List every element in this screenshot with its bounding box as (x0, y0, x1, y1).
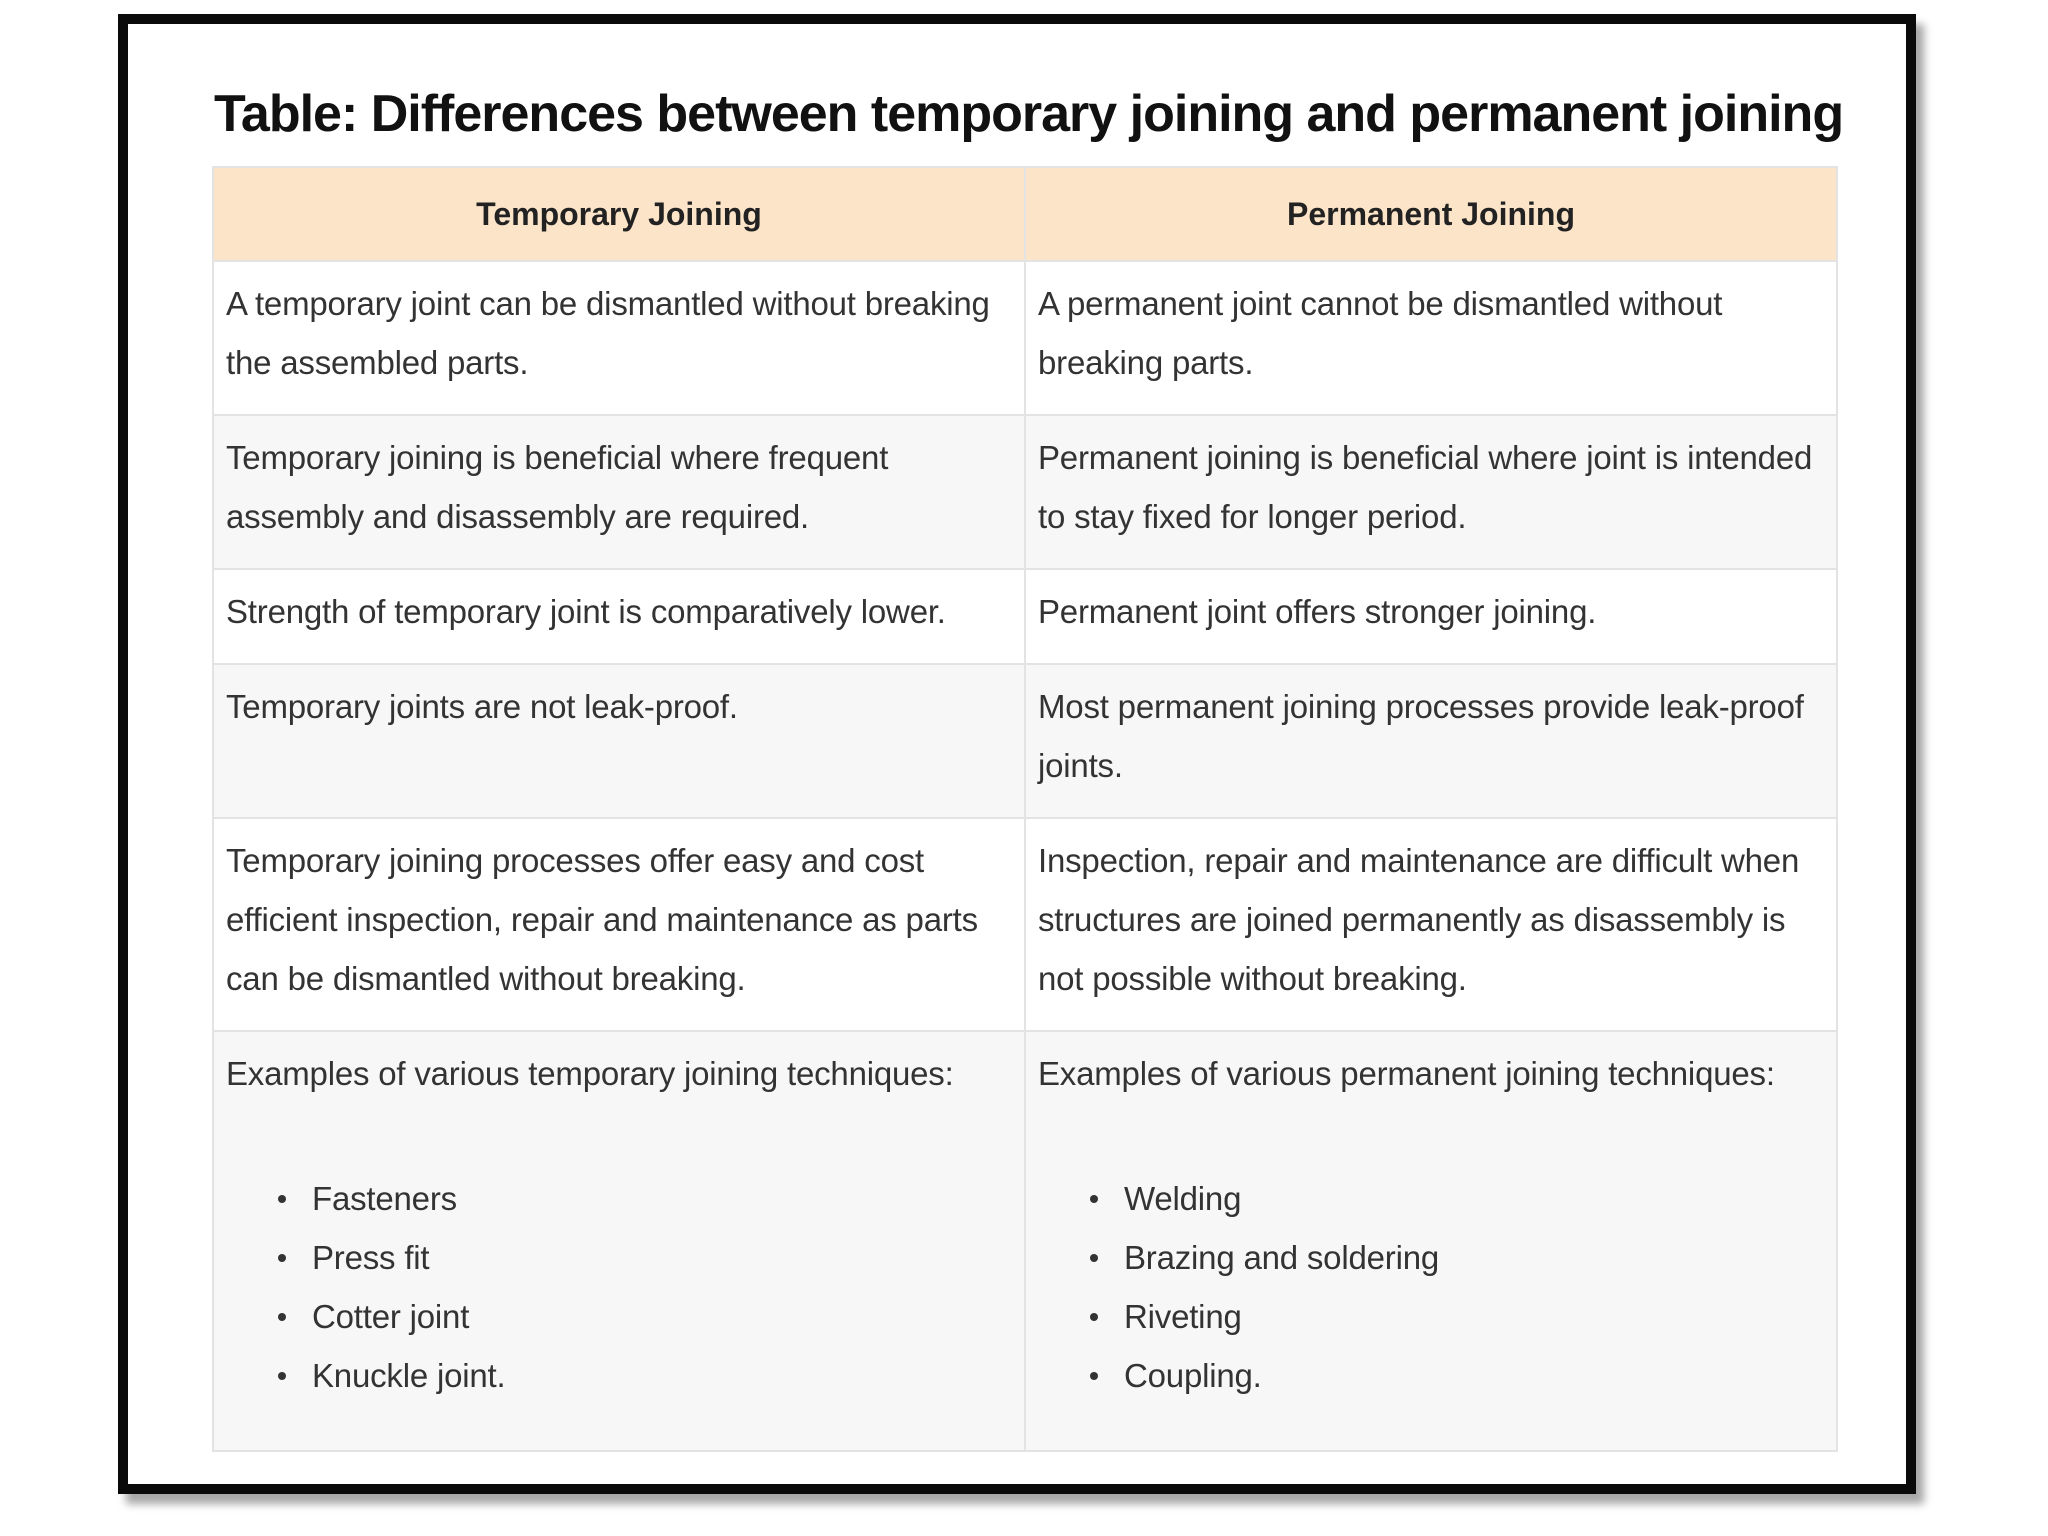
list-item: Brazing and soldering (1124, 1228, 1826, 1287)
permanent-cell: Inspection, repair and maintenance are difficult when structures are joined permanently as disassembly is not possible without breaking. (1025, 818, 1837, 1031)
temporary-cell: A temporary joint can be dismantled without breaking the assembled parts. (213, 261, 1025, 415)
permanent-examples-cell (1025, 1031, 1837, 1451)
temporary-cell: Temporary joints are not leak-proof. (213, 664, 1025, 818)
permanent-examples-intro: Examples of various permanent joining techniques: (1038, 1055, 1775, 1092)
image-frame (118, 14, 1916, 1494)
table-row (213, 415, 1837, 569)
permanent-cell: Permanent joint offers stronger joining. (1025, 569, 1837, 664)
list-item: Coupling. (1124, 1346, 1826, 1405)
list-item: Cotter joint (312, 1287, 1014, 1346)
table-row-examples (213, 1031, 1837, 1451)
permanent-examples-list (1038, 1169, 1826, 1405)
temporary-cell: Temporary joining is beneficial where frequent assembly and disassembly are required. (213, 415, 1025, 569)
header-temporary-joining: Temporary Joining (213, 167, 1025, 261)
temporary-examples-list (226, 1169, 1014, 1405)
table-header-row (213, 167, 1837, 261)
list-item: Knuckle joint. (312, 1346, 1014, 1405)
list-item: Press fit (312, 1228, 1014, 1287)
table-row (213, 664, 1837, 818)
comparison-table (212, 166, 1838, 1452)
temporary-cell: Temporary joining processes offer easy and cost efficient inspection, repair and maintenance as parts can be dismantled without breaking. (213, 818, 1025, 1031)
table-row (213, 261, 1837, 415)
permanent-cell: Most permanent joining processes provide leak-proof joints. (1025, 664, 1837, 818)
header-permanent-joining: Permanent Joining (1025, 167, 1837, 261)
temporary-examples-intro: Examples of various temporary joining techniques: (226, 1055, 954, 1092)
temporary-cell: Strength of temporary joint is comparatively lower. (213, 569, 1025, 664)
table-title: Table: Differences between temporary joining and permanent joining (214, 85, 1844, 143)
temporary-examples-cell (213, 1031, 1025, 1451)
table-row (213, 818, 1837, 1031)
list-item: Welding (1124, 1169, 1826, 1228)
table-row (213, 569, 1837, 664)
list-item: Riveting (1124, 1287, 1826, 1346)
permanent-cell: Permanent joining is beneficial where joint is intended to stay fixed for longer period. (1025, 415, 1837, 569)
permanent-cell: A permanent joint cannot be dismantled without breaking parts. (1025, 261, 1837, 415)
list-item: Fasteners (312, 1169, 1014, 1228)
